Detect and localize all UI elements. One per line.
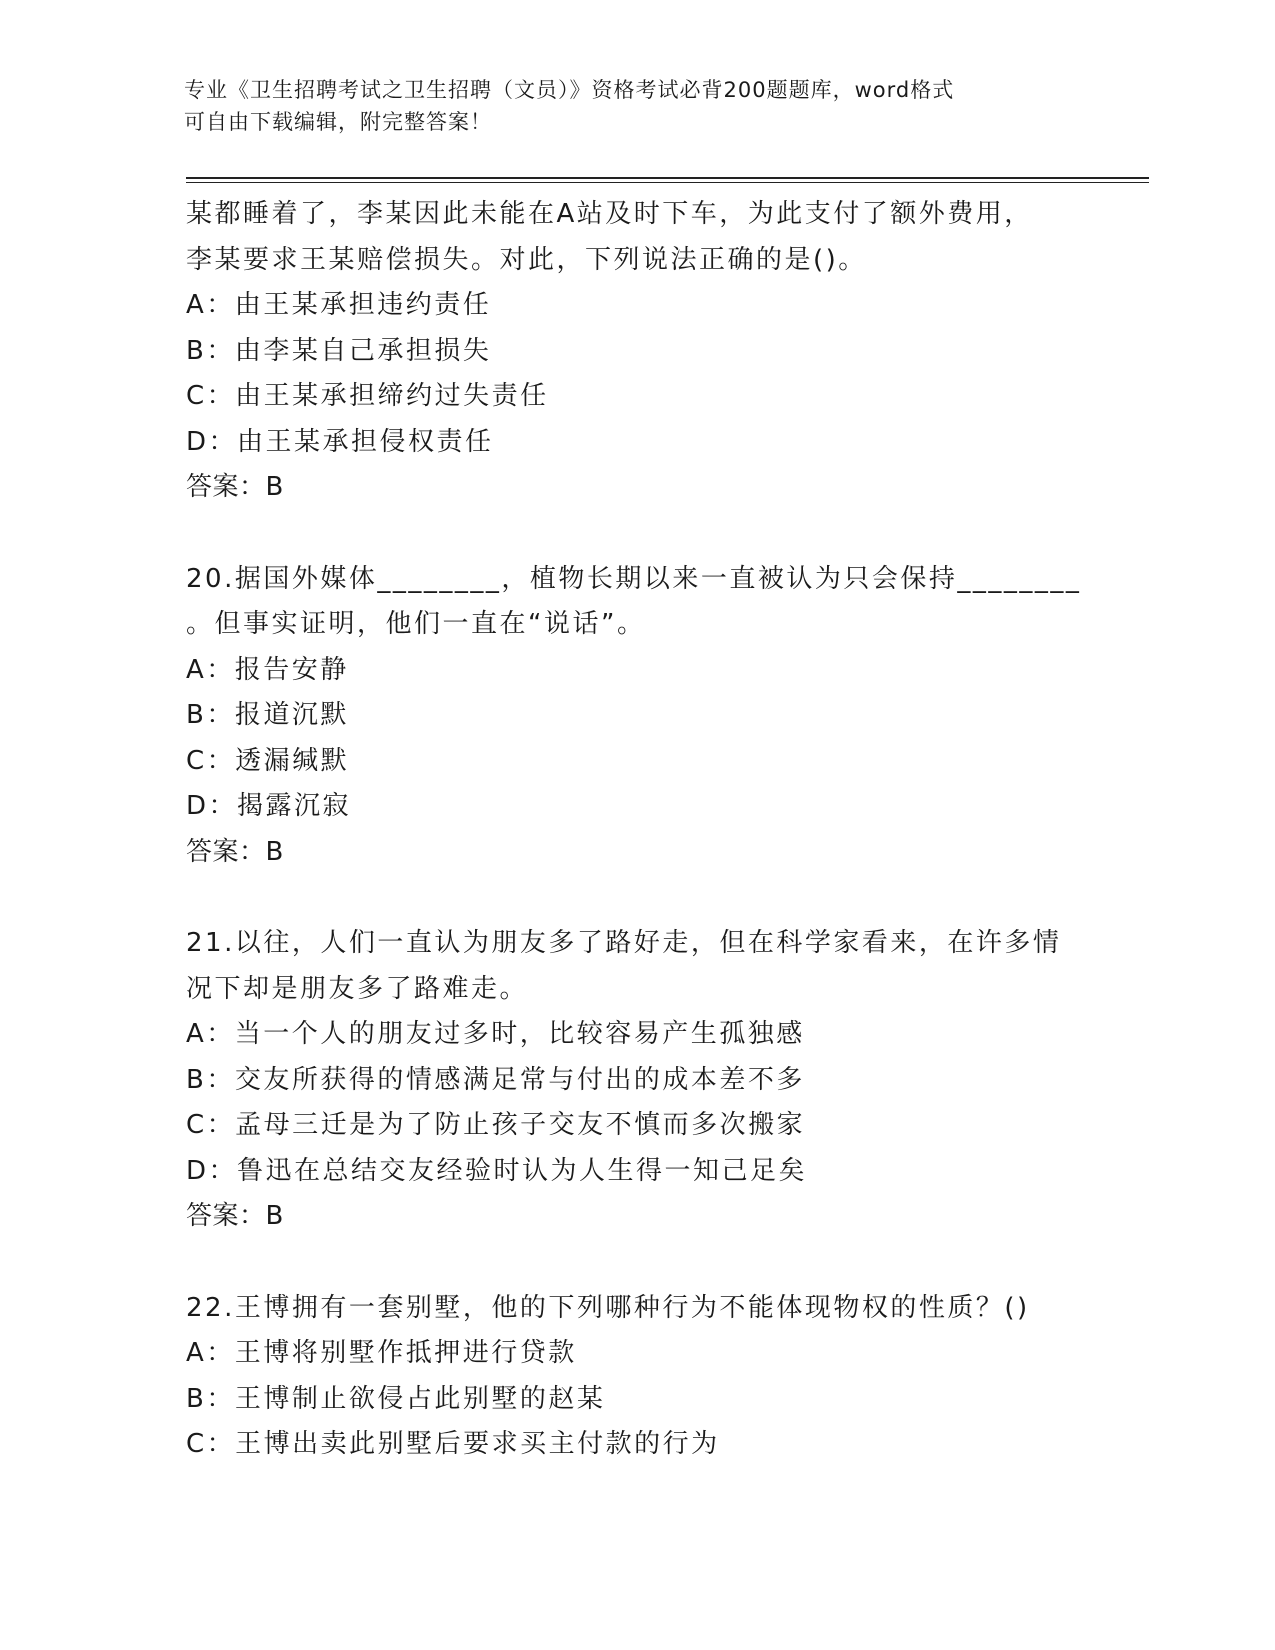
question-text-line: 某都睡着了，李某因此未能在A站及时下车，为此支付了额外费用，: [186, 199, 1033, 229]
answer-line: 答案：B: [186, 1201, 284, 1231]
header-rule-thin: [186, 182, 1149, 183]
document-header: [184, 74, 1084, 138]
answer-line: 答案：B: [186, 472, 284, 502]
question-text-line: 21.以往，人们一直认为朋友多了路好走，但在科学家看来，在许多情: [186, 928, 1062, 958]
option-a: A：由王某承担违约责任: [186, 290, 492, 320]
question-text-line: 李某要求王某赔偿损失。对此，下列说法正确的是()。: [186, 244, 867, 275]
document-body: [186, 192, 1086, 1468]
option-c: C：王博出卖此别墅后要求买主付款的行为: [186, 1429, 720, 1459]
option-b: B：王博制止欲侵占此别墅的赵某: [186, 1383, 606, 1414]
option-d: D：鲁迅在总结交友经验时认为人生得一知己足矣: [186, 1155, 808, 1186]
option-d: D：揭露沉寂: [186, 791, 352, 821]
option-a: A：王博将别墅作抵押进行贷款: [186, 1338, 577, 1368]
question-block: [186, 921, 1086, 1240]
header-line-2: 可自由下载编辑，附完整答案！: [184, 110, 492, 134]
answer-line: 答案：B: [186, 836, 284, 867]
question-text-line: 。但事实证明，他们一直在“说话”。: [186, 609, 646, 639]
header-line-1: 专业《卫生招聘考试之卫生招聘（文员）》资格考试必背200题题库，word格式: [184, 78, 955, 102]
option-c: C：透漏缄默: [186, 745, 350, 776]
option-a: A：报告安静: [186, 654, 349, 685]
question-text-line: 20.据国外媒体________，植物长期以来一直被认为只会保持________: [186, 563, 1082, 594]
option-a: A：当一个人的朋友过多时，比较容易产生孤独感: [186, 1019, 805, 1049]
option-b: B：报道沉默: [186, 700, 349, 730]
option-b: B：交友所获得的情感满足常与付出的成本差不多: [186, 1064, 805, 1095]
question-block: [186, 192, 1086, 511]
question-block: [186, 1286, 1086, 1468]
question-text-line: 况下却是朋友多了路难走。: [186, 973, 529, 1004]
question-block: [186, 557, 1086, 876]
question-text-line: 22.王博拥有一套别墅，他的下列哪种行为不能体现物权的性质？(): [186, 1292, 1030, 1323]
option-b: B：由李某自己承担损失: [186, 335, 492, 366]
option-c: C：孟母三迁是为了防止孩子交友不慎而多次搬家: [186, 1110, 806, 1140]
option-d: D：由王某承担侵权责任: [186, 426, 494, 457]
header-rule-thick: [186, 177, 1149, 179]
option-c: C：由王某承担缔约过失责任: [186, 381, 549, 411]
